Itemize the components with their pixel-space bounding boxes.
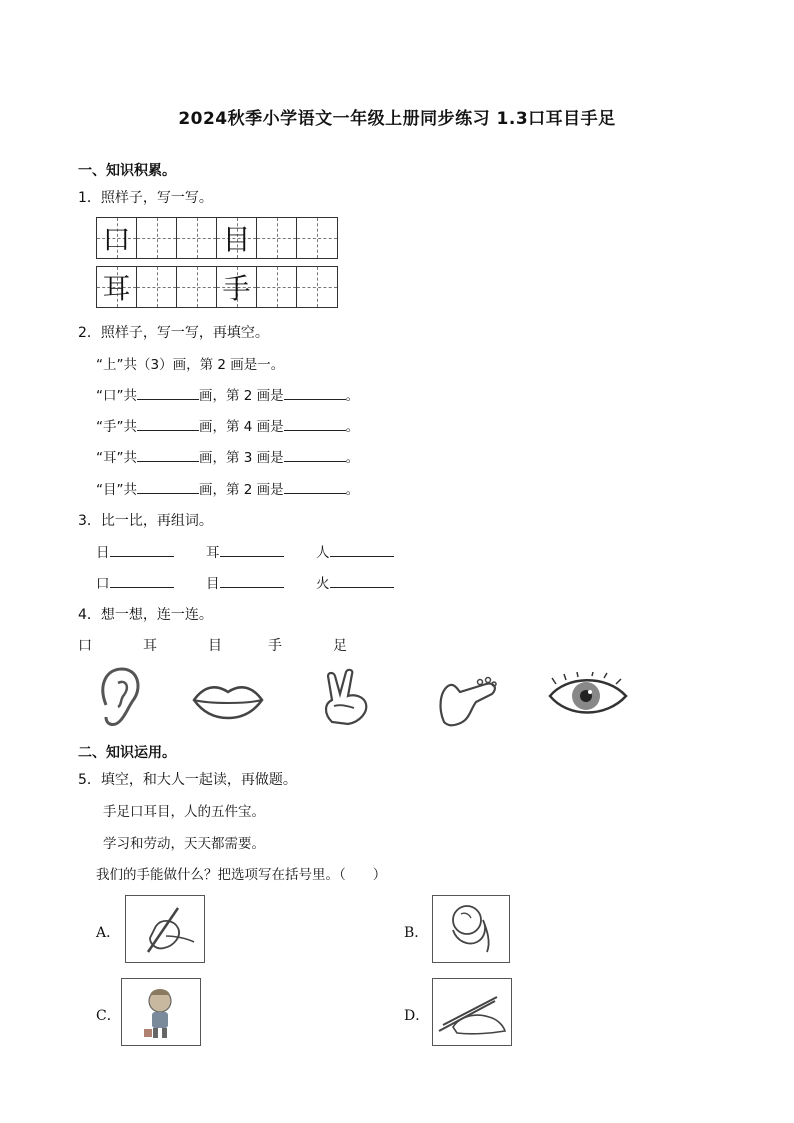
question-2-item: “目”共 画，第 2 画是 。	[96, 482, 360, 498]
question-5-prompt: 我们的手能做什么？把选项写在括号里。（ ）	[96, 867, 387, 883]
word-pair: 日	[96, 541, 174, 561]
grid-cell[interactable]	[137, 218, 177, 258]
hand-holding-ball-icon	[433, 896, 509, 962]
grid-cell[interactable]	[137, 267, 177, 307]
option-d-label[interactable]: D．	[404, 1008, 430, 1024]
poem-line: 手足口耳目，人的五件宝。	[103, 804, 265, 820]
grid-char: 耳	[102, 272, 131, 305]
option-d-image[interactable]	[432, 978, 512, 1046]
answer-blank[interactable]	[330, 574, 394, 588]
poem-line: 学习和劳动，天天都需要。	[103, 836, 265, 852]
option-c-label[interactable]: C．	[96, 1008, 121, 1024]
question-2-label: 2．照样子，写一写，再填空。	[78, 325, 269, 341]
question-2-example: “上”共（3）画，第 2 画是一。	[96, 357, 285, 373]
question-2-item: “口”共 画，第 2 画是 。	[96, 388, 360, 404]
answer-blank[interactable]	[284, 386, 346, 400]
grid-cell[interactable]	[297, 267, 337, 307]
answer-blank[interactable]	[220, 543, 284, 557]
word-pair: 人	[316, 541, 394, 561]
grid-char: 目	[222, 223, 251, 256]
grid-char: 口	[102, 223, 131, 256]
word-pair: 目	[206, 572, 284, 592]
grid-cell[interactable]	[217, 267, 257, 307]
match-word[interactable]: 足	[333, 638, 347, 654]
option-a-image[interactable]	[125, 895, 205, 963]
answer-blank[interactable]	[284, 417, 346, 431]
grid-char: 手	[222, 272, 251, 305]
word-pair: 口	[96, 572, 174, 592]
foot-icon[interactable]	[436, 672, 498, 728]
answer-blank[interactable]	[330, 543, 394, 557]
option-a-label[interactable]: A．	[96, 925, 121, 941]
answer-blank[interactable]	[137, 417, 199, 431]
answer-blank[interactable]	[110, 574, 174, 588]
question-4-label: 4．想一想，连一连。	[78, 607, 213, 623]
grid-cell[interactable]	[297, 218, 337, 258]
question-2-item: “手”共 画，第 4 画是 。	[96, 419, 360, 435]
option-b-image[interactable]	[432, 895, 510, 963]
grid-cell[interactable]	[217, 218, 257, 258]
chopsticks-hand-icon	[433, 979, 511, 1045]
answer-blank[interactable]	[137, 480, 199, 494]
question-2-item: “耳”共 画，第 3 画是 。	[96, 450, 360, 466]
child-icon	[122, 979, 200, 1045]
question-5-label: 5．填空，和大人一起读，再做题。	[78, 772, 297, 788]
grid-cell[interactable]	[97, 218, 137, 258]
writing-grid-row-2[interactable]	[96, 266, 338, 308]
grid-cell[interactable]	[177, 267, 217, 307]
answer-blank[interactable]	[137, 386, 199, 400]
word-pair: 耳	[206, 541, 284, 561]
match-word[interactable]: 手	[268, 638, 282, 654]
answer-blank[interactable]	[284, 448, 346, 462]
match-word[interactable]: 目	[208, 638, 222, 654]
grid-cell[interactable]	[257, 267, 297, 307]
lips-icon[interactable]	[190, 680, 266, 720]
writing-grid-row-1[interactable]	[96, 217, 338, 259]
answer-blank[interactable]	[110, 543, 174, 557]
answer-blank[interactable]	[284, 480, 346, 494]
question-3-label: 3．比一比，再组词。	[78, 513, 213, 529]
hand-icon[interactable]	[318, 668, 374, 726]
option-b-label[interactable]: B．	[404, 925, 429, 941]
section-heading-2: 二、知识运用。	[78, 745, 176, 761]
ear-icon[interactable]	[96, 665, 146, 729]
word-pair: 火	[316, 572, 394, 592]
grid-cell[interactable]	[177, 218, 217, 258]
match-word[interactable]: 耳	[143, 638, 157, 654]
page-title: 2024秋季小学语文一年级上册同步练习 1.3口耳目手足	[178, 109, 616, 129]
grid-cell[interactable]	[97, 267, 137, 307]
answer-blank[interactable]	[137, 448, 199, 462]
eye-icon[interactable]	[546, 672, 630, 722]
section-heading-1: 一、知识积累。	[78, 163, 176, 179]
option-c-image[interactable]	[121, 978, 201, 1046]
match-word[interactable]: 口	[78, 638, 92, 654]
answer-blank[interactable]	[220, 574, 284, 588]
grid-cell[interactable]	[257, 218, 297, 258]
writing-hand-icon	[126, 896, 204, 962]
question-1-label: 1．照样子，写一写。	[78, 190, 213, 206]
